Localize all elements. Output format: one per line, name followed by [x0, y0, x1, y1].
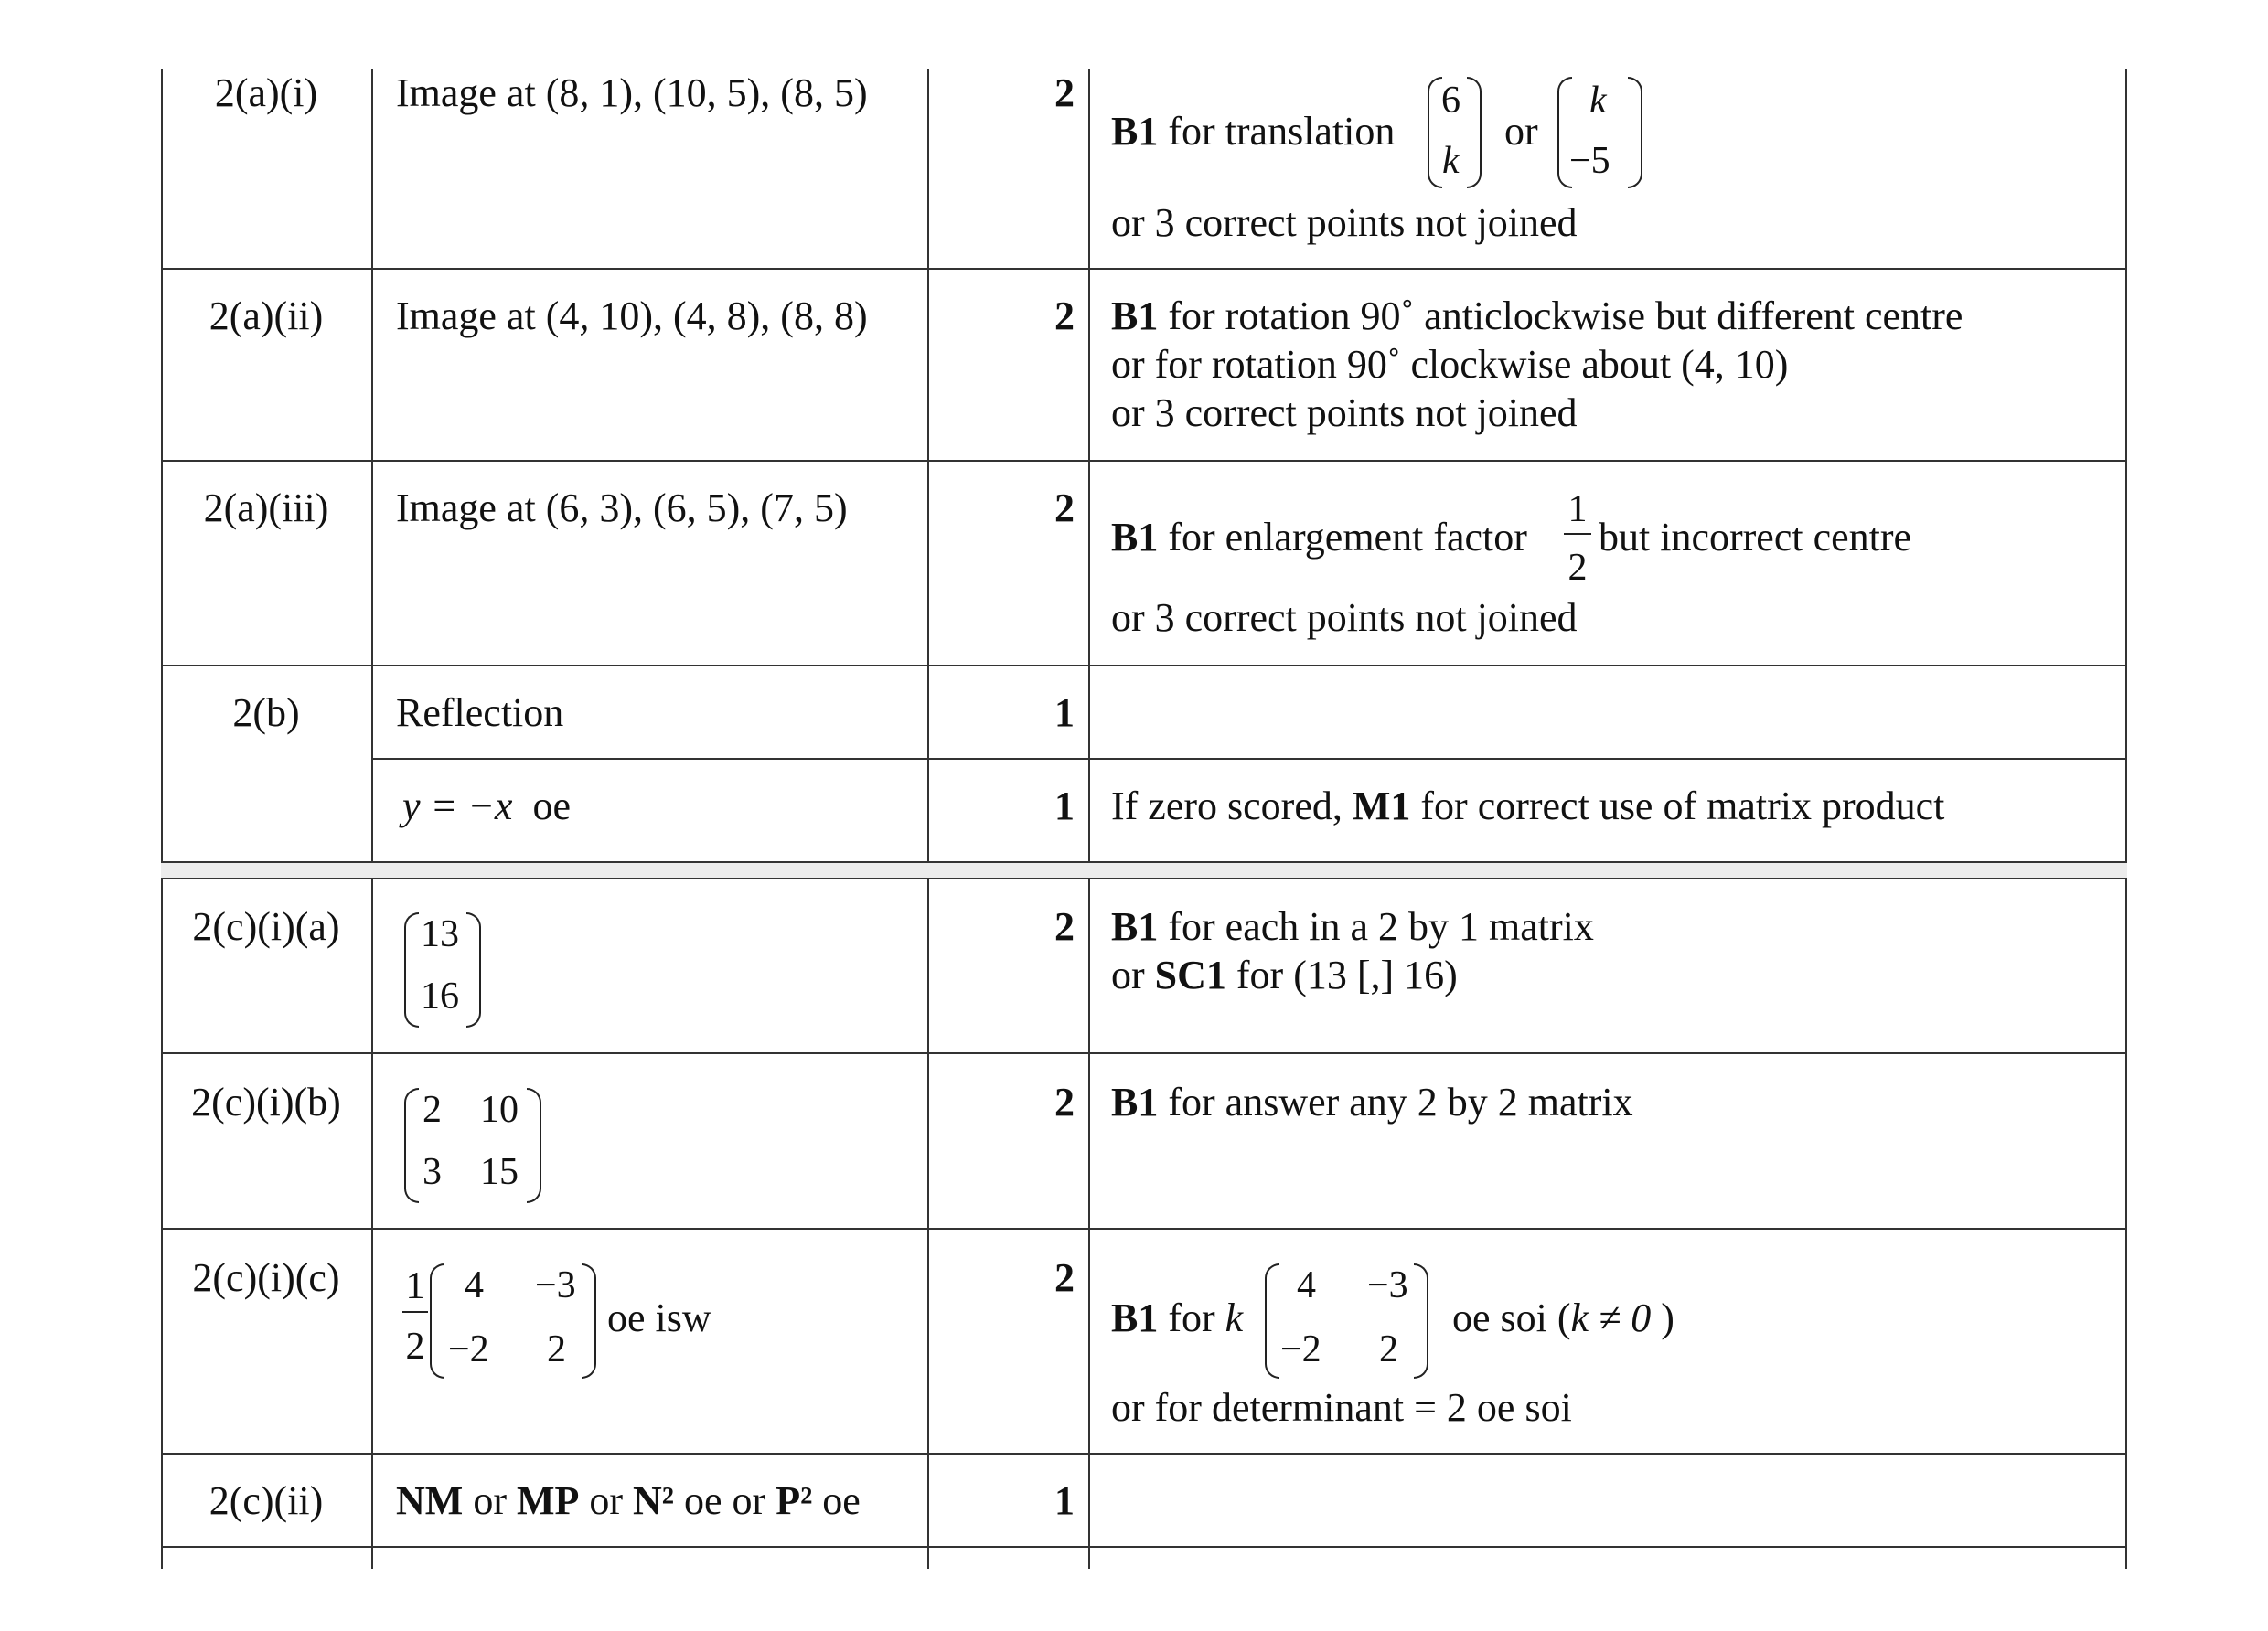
- vector-entry: 6: [1441, 80, 1460, 122]
- question-number: 2(a)(ii): [209, 293, 324, 338]
- matrix-bracket-right: [466, 912, 481, 1028]
- column-divider-answer: [371, 69, 373, 1569]
- matrix-entry: 10: [480, 1089, 519, 1131]
- row-divider: [371, 758, 2127, 760]
- matrix-bracket-right: [1414, 1263, 1428, 1379]
- matrix-entry: 15: [480, 1151, 519, 1193]
- m1-code: M1: [1352, 784, 1411, 828]
- fraction-bar: [1564, 533, 1591, 535]
- b1-code: B1: [1111, 515, 1159, 560]
- guidance-text: for correct use of matrix product: [1420, 784, 1945, 828]
- matrix-entry: 2: [547, 1328, 566, 1370]
- row-divider: [161, 1453, 2127, 1455]
- vector-bracket-left: [1428, 77, 1442, 188]
- matrix-entry: −2: [1280, 1328, 1321, 1370]
- b1-code: B1: [1111, 1295, 1159, 1340]
- guidance-line: [1111, 1295, 1243, 1342]
- row-divider: [161, 1546, 2127, 1548]
- guidance-text: but incorrect centre: [1599, 515, 1912, 560]
- question-number: 2(c)(i)(b): [191, 1080, 341, 1125]
- guidance-line: [1111, 108, 1395, 155]
- matrix-bracket-left: [404, 912, 419, 1028]
- fraction-numerator: 1: [405, 1265, 425, 1307]
- matrix-bracket-left: [1265, 1263, 1279, 1379]
- vector-bracket-right: [1628, 77, 1642, 188]
- vector-bracket-right: [1467, 77, 1482, 188]
- fraction-denominator: 2: [1567, 547, 1588, 589]
- answer-text: NM or MP or N² oe or P² oe: [396, 1478, 861, 1523]
- guidance-line: [1111, 1079, 1633, 1126]
- vector-entry: k: [1589, 80, 1607, 122]
- condition: k ≠ 0: [1570, 1295, 1652, 1340]
- matrix-entry: 2: [423, 1089, 442, 1131]
- guidance-line: or 3 correct points not joined: [1111, 390, 1578, 435]
- guidance-line: [1111, 514, 1527, 561]
- question-number: 2(c)(i)(c): [192, 1255, 340, 1300]
- guidance-text: If zero scored,: [1111, 784, 1343, 828]
- vector-entry: k: [1442, 140, 1460, 182]
- answer-text: Image at (6, 3), (6, 5), (7, 5): [396, 485, 848, 530]
- question-number: 2(a)(i): [214, 70, 318, 115]
- or-text: or: [1111, 953, 1145, 997]
- matrix-entry: 16: [421, 975, 459, 1018]
- fraction-bar: [402, 1311, 428, 1313]
- row-divider: [161, 1052, 2127, 1054]
- guidance-text: for rotation 90˚ anticlockwise but different centre: [1168, 293, 1963, 338]
- or-text: or: [1504, 109, 1538, 154]
- matrix-entry: −3: [1367, 1264, 1408, 1306]
- guidance-line: [1111, 903, 1594, 951]
- question-number: 2(b): [232, 690, 300, 735]
- guidance-line: or 3 correct points not joined: [1111, 200, 1578, 245]
- guidance-text: for answer any 2 by 2 matrix: [1168, 1080, 1633, 1125]
- answer-text: Image at (4, 10), (4, 8), (8, 8): [396, 293, 868, 338]
- guidance-line: or for rotation 90˚ clockwise about (4, 10): [1111, 342, 1789, 387]
- mark-value: 2: [1054, 485, 1075, 530]
- matrix-bracket-right: [527, 1088, 541, 1203]
- guidance-text: for each in a 2 by 1 matrix: [1168, 904, 1594, 949]
- fraction-numerator: 1: [1567, 488, 1588, 530]
- guidance-text: for (13 [,] 16): [1236, 953, 1458, 997]
- matrix-entry: 4: [465, 1264, 484, 1306]
- b1-code: B1: [1111, 109, 1159, 154]
- equation: y = −x: [402, 784, 513, 828]
- b1-code: B1: [1111, 293, 1159, 338]
- mark-value: 2: [1054, 293, 1075, 338]
- question-number: 2(c)(i)(a): [192, 904, 340, 949]
- guidance-text: for enlargement factor: [1168, 515, 1527, 560]
- guidance-text: oe soi (: [1452, 1295, 1571, 1340]
- row-divider: [161, 1228, 2127, 1230]
- row-divider: [161, 665, 2127, 666]
- matrix-bracket-left: [404, 1088, 419, 1203]
- sc1-code: SC1: [1154, 953, 1226, 997]
- mark-value: 2: [1054, 1080, 1075, 1125]
- guidance-text: ): [1661, 1295, 1674, 1340]
- answer-suffix: oe: [532, 784, 571, 828]
- answer-text: [402, 783, 571, 830]
- vector-entry: −5: [1569, 140, 1610, 182]
- mark-value: 1: [1054, 1478, 1075, 1523]
- table-border-right: [2125, 69, 2127, 1569]
- guidance-text: for: [1168, 1295, 1215, 1340]
- mark-value: 1: [1054, 784, 1075, 828]
- matrix-entry: 2: [1379, 1328, 1398, 1370]
- column-divider-notes: [1088, 69, 1090, 1569]
- guidance-line: or 3 correct points not joined: [1111, 595, 1578, 640]
- guidance-line: [1452, 1295, 1674, 1342]
- mark-value: 2: [1054, 1255, 1075, 1300]
- guidance-line: [1111, 783, 1944, 830]
- mark-value: 2: [1054, 904, 1075, 949]
- section-separator: [161, 861, 2127, 879]
- guidance-line: [1111, 952, 1458, 999]
- matrix-entry: 3: [423, 1151, 442, 1193]
- matrix-entry: 4: [1297, 1264, 1316, 1306]
- matrix-entry: −3: [535, 1264, 576, 1306]
- matrix-bracket-right: [582, 1263, 596, 1379]
- answer-text: Image at (8, 1), (10, 5), (8, 5): [396, 70, 868, 115]
- answer-text: Reflection: [396, 690, 564, 735]
- b1-code: B1: [1111, 904, 1159, 949]
- guidance-line: or for determinant = 2 oe soi: [1111, 1385, 1572, 1430]
- mark-value: 1: [1054, 690, 1075, 735]
- fraction-denominator: 2: [405, 1326, 425, 1368]
- guidance-text: for translation: [1168, 109, 1396, 154]
- matrix-entry: −2: [448, 1328, 489, 1370]
- question-number: 2(a)(iii): [203, 485, 329, 530]
- matrix-bracket-left: [430, 1263, 444, 1379]
- question-number: 2(c)(ii): [209, 1478, 324, 1523]
- matrix-entry: 13: [421, 913, 459, 955]
- b1-code: B1: [1111, 1080, 1159, 1125]
- mark-value: 2: [1054, 70, 1075, 115]
- row-divider: [161, 460, 2127, 462]
- scalar-k: k: [1225, 1295, 1244, 1340]
- guidance-line: [1111, 293, 1963, 340]
- answer-suffix: oe isw: [607, 1295, 711, 1340]
- row-divider: [161, 268, 2127, 270]
